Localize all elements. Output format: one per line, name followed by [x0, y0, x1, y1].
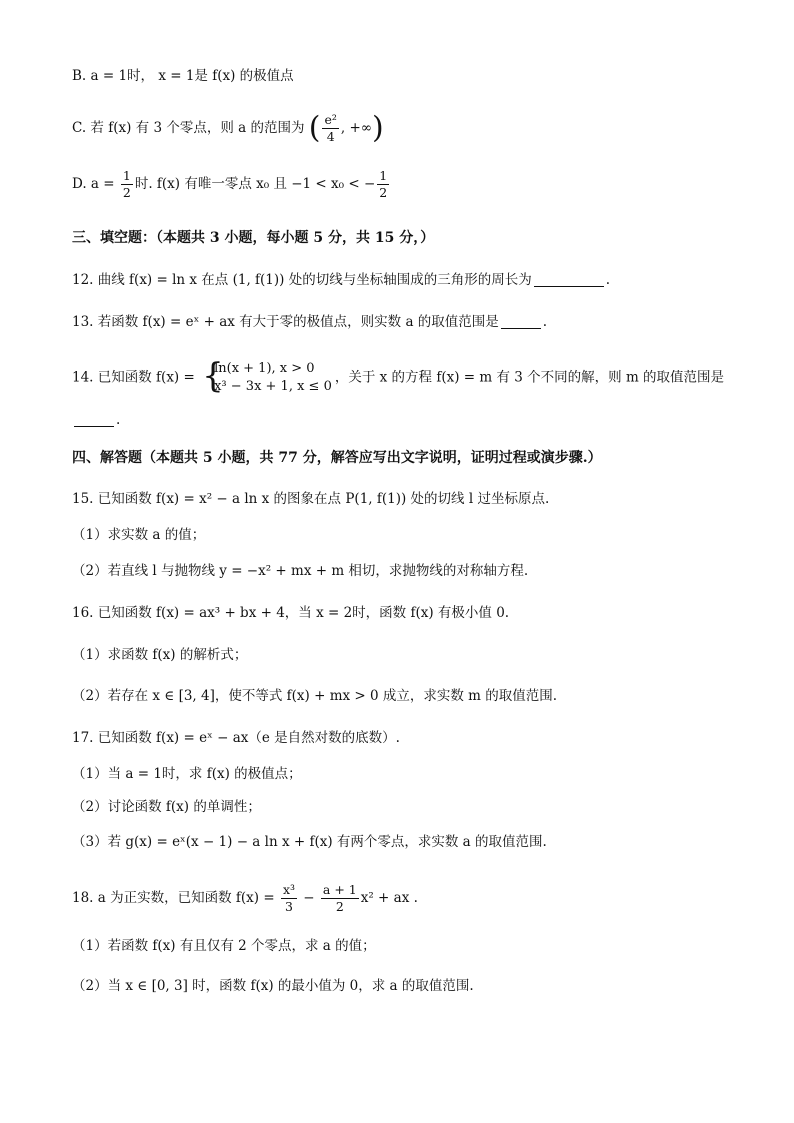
- answer-blank-12[interactable]: [534, 272, 604, 287]
- section-three-heading: 三、填空题：（本题共 3 小题，每小题 5 分，共 15 分，）: [72, 230, 435, 246]
- answer-blank-13[interactable]: [501, 314, 541, 329]
- question-13: 13. 若函数 f(x) = eˣ + ax 有大于零的极值点，则实数 a 的取值范围是 .: [72, 314, 548, 330]
- left-paren: (: [308, 110, 321, 146]
- question-17-part-3: （3）若 g(x) = eˣ(x − 1) − a ln x + f(x) 有两个零点，求实数 a 的取值范围.: [72, 834, 547, 850]
- option-d-middle: 时. f(x) 有唯一零点 x₀ 且 −1 < x₀ < −: [134, 176, 376, 192]
- option-d: [72, 168, 391, 201]
- question-16-part-1: （1）求函数 f(x) 的解析式；: [72, 647, 248, 663]
- question-17: 17. 已知函数 f(x) = eˣ − ax（e 是自然对数的底数）.: [72, 730, 400, 746]
- question-16-part-2: （2）若存在 x ∈ [3, 4]，使不等式 f(x) + mx > 0 成立，求实数 m 的取值范围.: [72, 688, 558, 704]
- question-17-part-1: （1）当 a = 1时，求 f(x) 的极值点；: [72, 766, 302, 782]
- question-16: 16. 已知函数 f(x) = ax³ + bx + 4，当 x = 2时，函数 f(x) 有极小值 0.: [72, 605, 510, 621]
- question-18-part-2: （2）当 x ∈ [0, 3] 时，函数 f(x) 的最小值为 0，求 a 的取值范围.: [72, 978, 474, 994]
- question-18-part-1: （1）若函数 f(x) 有且仅有 2 个零点，求 a 的值；: [72, 938, 376, 954]
- option-b-text: B. a = 1时， x = 1是 f(x) 的极值点: [72, 68, 294, 84]
- option-d-text: D. a =: [72, 176, 119, 192]
- fraction-half: $\frac{1}{2}$: [122, 168, 131, 200]
- fraction-a-plus-1-over-2: $\frac{a + 1}{2}$: [322, 882, 357, 914]
- section-four-heading: 四、解答题（本题共 5 小题，共 77 分，解答应写出文字说明，证明过程或演步骤.）: [72, 450, 602, 466]
- question-15-part-1: （1）求实数 a 的值；: [72, 527, 206, 543]
- question-15-part-2: （2）若直线 l 与抛物线 y = −x² + mx + m 相切，求抛物线的对称轴方程.: [72, 563, 529, 579]
- question-14: 14. 已知函数 f(x) = { ln(x + 1), x > 0 x³ − 3x + 1, x ≤ 0 ，关于 x 的方程 f(x) = m 有 3 个不同的解，则 m 的取值范围是: [72, 356, 725, 396]
- option-c-text: C. 若 f(x) 有 3 个零点，则 a 的范围为: [72, 120, 309, 136]
- question-14-answer: .: [72, 410, 120, 430]
- fraction-half-2: $\frac{1}{2}$: [379, 168, 388, 200]
- fraction-e2-over-4: $\frac{\text{e²}}{4}$: [324, 112, 337, 144]
- question-15: 15. 已知函数 f(x) = x² − a ln x 的图象在点 P(1, f(1)) 处的切线 l 过坐标原点.: [72, 491, 550, 507]
- answer-blank-14[interactable]: [74, 412, 114, 427]
- question-18: 18. a 为正实数，已知函数 f(x) = $\frac{\text{x³}}{3}$ − $\frac{a + 1}{2}$ x² + ax .: [72, 882, 418, 914]
- piecewise-function: { ln(x + 1), x > 0 x³ − 3x + 1, x ≤ 0: [202, 356, 332, 396]
- question-17-part-2: （2）讨论函数 f(x) 的单调性；: [72, 799, 261, 815]
- right-paren: ): [372, 110, 384, 146]
- question-12: 12. 曲线 f(x) = ln x 在点 (1, f(1)) 处的切线与坐标轴围成的三角形的周长为 .: [72, 272, 611, 288]
- option-b: [72, 66, 294, 86]
- brace-icon: {: [202, 356, 224, 396]
- option-c-interval-end: , +∞: [340, 120, 373, 136]
- fraction-x3-over-3: $\frac{\text{x³}}{3}$: [282, 882, 295, 914]
- option-c: [72, 112, 384, 145]
